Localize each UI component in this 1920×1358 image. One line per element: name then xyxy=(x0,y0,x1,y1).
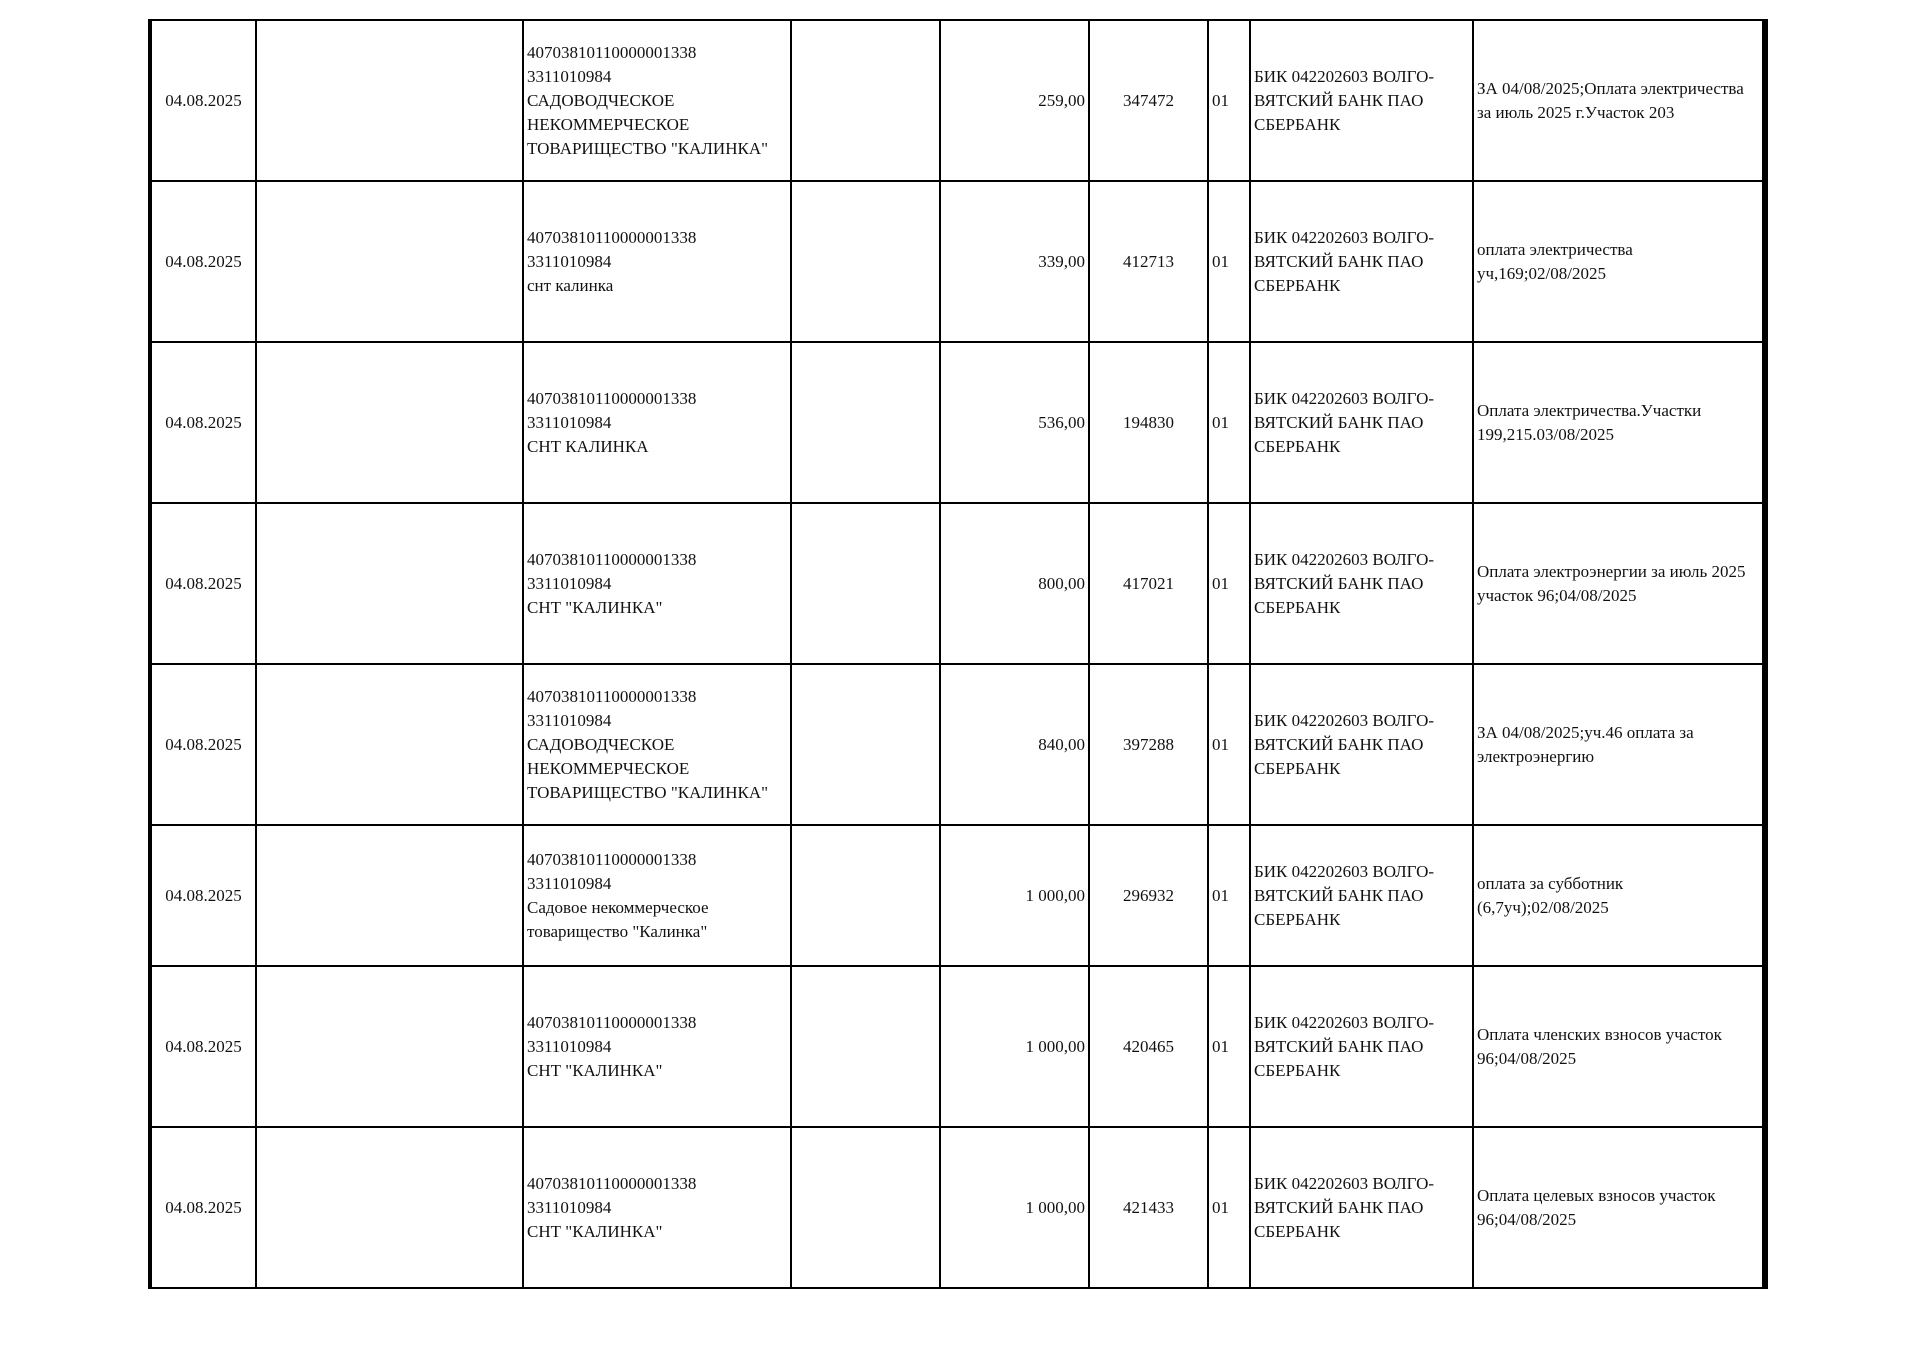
document-number-text: 412713 xyxy=(1123,251,1174,271)
counterparty-name-line: САДОВОДЧЕСКОЕ xyxy=(527,90,675,110)
payment-purpose-cell xyxy=(1473,503,1765,664)
amount-text: 536,00 xyxy=(1038,412,1085,432)
bank-text: БИК 042202603 ВОЛГО-ВЯТСКИЙ БАНК ПАО СБЕРБАНК xyxy=(1254,388,1435,456)
document-number-text: 397288 xyxy=(1123,734,1174,754)
inn-number: 3311010984 xyxy=(527,66,612,86)
amount-cell xyxy=(940,664,1089,825)
operation-code-cell xyxy=(1208,664,1250,825)
inn-number: 3311010984 xyxy=(527,1036,612,1056)
amount-text: 259,00 xyxy=(1038,90,1085,110)
document-number-cell xyxy=(1089,1127,1208,1288)
amount-cell xyxy=(940,342,1089,503)
date-text: 04.08.2025 xyxy=(165,734,242,754)
payment-purpose-cell xyxy=(1473,966,1765,1127)
bank-text: БИК 042202603 ВОЛГО-ВЯТСКИЙ БАНК ПАО СБЕРБАНК xyxy=(1254,66,1435,134)
inn-number: 3311010984 xyxy=(527,251,612,271)
document-number-cell xyxy=(1089,664,1208,825)
payment-purpose-text: Оплата электроэнергии за июль 2025 участок 96;04/08/2025 xyxy=(1477,561,1746,605)
payment-purpose-text: Оплата целевых взносов участок 96;04/08/2025 xyxy=(1477,1185,1716,1229)
amount-text: 840,00 xyxy=(1038,734,1085,754)
operation-code-text: 01 xyxy=(1212,885,1229,905)
blank-cell xyxy=(791,181,940,342)
operation-code-text: 01 xyxy=(1212,412,1229,432)
blank-cell xyxy=(791,503,940,664)
bank-cell xyxy=(1250,966,1473,1127)
counterparty-name-line: НЕКОММЕРЧЕСКОЕ xyxy=(527,758,690,778)
document-number-cell xyxy=(1089,20,1208,181)
amount-text: 1 000,00 xyxy=(1025,885,1085,905)
blank-cell xyxy=(256,1127,523,1288)
table-row xyxy=(150,1127,1765,1288)
date-text: 04.08.2025 xyxy=(165,1036,242,1056)
inn-number: 3311010984 xyxy=(527,1197,612,1217)
payment-purpose-text: ЗА 04/08/2025;Оплата электричества за июль 2025 г.Участок 203 xyxy=(1477,78,1744,122)
table-row xyxy=(150,966,1765,1127)
inn-number: 3311010984 xyxy=(527,873,612,893)
operation-code-cell xyxy=(1208,181,1250,342)
operation-code-text: 01 xyxy=(1212,90,1229,110)
counterparty-name-line: снт калинка xyxy=(527,275,614,295)
bank-text: БИК 042202603 ВОЛГО-ВЯТСКИЙ БАНК ПАО СБЕРБАНК xyxy=(1254,227,1435,295)
counterparty-name-line: НЕКОММЕРЧЕСКОЕ xyxy=(527,114,690,134)
blank-cell xyxy=(791,664,940,825)
table-row xyxy=(150,181,1765,342)
counterparty-name-line: СНТ "КАЛИНКА" xyxy=(527,1221,663,1241)
blank-cell xyxy=(256,825,523,966)
date-text: 04.08.2025 xyxy=(165,251,242,271)
counterparty-name-line: СНТ "КАЛИНКА" xyxy=(527,1060,663,1080)
payment-purpose-cell xyxy=(1473,181,1765,342)
payment-purpose-cell xyxy=(1473,825,1765,966)
counterparty-name-line: Садовое некоммерческое xyxy=(527,897,709,917)
operation-code-text: 01 xyxy=(1212,573,1229,593)
date-text: 04.08.2025 xyxy=(165,412,242,432)
date-cell xyxy=(150,20,256,181)
date-cell xyxy=(150,664,256,825)
date-cell xyxy=(150,825,256,966)
blank-cell xyxy=(256,664,523,825)
blank-cell xyxy=(791,966,940,1127)
payment-purpose-text: ЗА 04/08/2025;уч.46 оплата за электроэнергию xyxy=(1477,722,1694,766)
operation-code-text: 01 xyxy=(1212,1036,1229,1056)
amount-text: 339,00 xyxy=(1038,251,1085,271)
counterparty-name-line: САДОВОДЧЕСКОЕ xyxy=(527,734,675,754)
payment-purpose-cell xyxy=(1473,1127,1765,1288)
payment-purpose-text: оплата за субботник (6,7уч);02/08/2025 xyxy=(1477,873,1624,917)
account-number: 40703810110000001338 xyxy=(527,1173,697,1193)
amount-cell xyxy=(940,825,1089,966)
bank-text: БИК 042202603 ВОЛГО-ВЯТСКИЙ БАНК ПАО СБЕРБАНК xyxy=(1254,861,1435,929)
document-number-cell xyxy=(1089,503,1208,664)
date-text: 04.08.2025 xyxy=(165,90,242,110)
operation-code-cell xyxy=(1208,966,1250,1127)
bank-cell xyxy=(1250,503,1473,664)
account-number: 40703810110000001338 xyxy=(527,388,697,408)
amount-cell xyxy=(940,20,1089,181)
counterparty-cell xyxy=(523,181,791,342)
date-cell xyxy=(150,342,256,503)
date-cell xyxy=(150,181,256,342)
payment-purpose-text: оплата электричества уч,169;02/08/2025 xyxy=(1477,239,1633,283)
amount-text: 1 000,00 xyxy=(1025,1036,1085,1056)
document-number-cell xyxy=(1089,342,1208,503)
document-number-text: 296932 xyxy=(1123,885,1174,905)
counterparty-cell xyxy=(523,825,791,966)
payment-purpose-text: Оплата членских взносов участок 96;04/08/2025 xyxy=(1477,1024,1722,1068)
document-number-cell xyxy=(1089,181,1208,342)
inn-number: 3311010984 xyxy=(527,710,612,730)
payment-purpose-text: Оплата электричества.Участки 199,215.03/08/2025 xyxy=(1477,400,1702,444)
counterparty-cell xyxy=(523,966,791,1127)
bank-text: БИК 042202603 ВОЛГО-ВЯТСКИЙ БАНК ПАО СБЕРБАНК xyxy=(1254,549,1435,617)
table-body xyxy=(150,20,1765,1288)
date-text: 04.08.2025 xyxy=(165,573,242,593)
account-number: 40703810110000001338 xyxy=(527,1012,697,1032)
account-number: 40703810110000001338 xyxy=(527,849,697,869)
document-number-text: 421433 xyxy=(1123,1197,1174,1217)
payment-purpose-cell xyxy=(1473,664,1765,825)
counterparty-cell xyxy=(523,664,791,825)
counterparty-cell xyxy=(523,1127,791,1288)
bank-cell xyxy=(1250,342,1473,503)
operation-code-cell xyxy=(1208,342,1250,503)
account-number: 40703810110000001338 xyxy=(527,549,697,569)
operation-code-cell xyxy=(1208,503,1250,664)
amount-text: 800,00 xyxy=(1038,573,1085,593)
inn-number: 3311010984 xyxy=(527,412,612,432)
document-number-text: 347472 xyxy=(1123,90,1174,110)
operation-code-text: 01 xyxy=(1212,251,1229,271)
account-number: 40703810110000001338 xyxy=(527,227,697,247)
bank-cell xyxy=(1250,664,1473,825)
bank-text: БИК 042202603 ВОЛГО-ВЯТСКИЙ БАНК ПАО СБЕРБАНК xyxy=(1254,1173,1435,1241)
table-row xyxy=(150,503,1765,664)
operation-code-cell xyxy=(1208,825,1250,966)
operation-code-text: 01 xyxy=(1212,734,1229,754)
account-number: 40703810110000001338 xyxy=(527,686,697,706)
blank-cell xyxy=(791,1127,940,1288)
blank-cell xyxy=(256,966,523,1127)
document-number-cell xyxy=(1089,966,1208,1127)
payment-purpose-cell xyxy=(1473,342,1765,503)
counterparty-name-line: товарищество "Калинка" xyxy=(527,921,708,941)
counterparty-cell xyxy=(523,20,791,181)
table-row xyxy=(150,664,1765,825)
bank-cell xyxy=(1250,825,1473,966)
date-text: 04.08.2025 xyxy=(165,1197,242,1217)
amount-cell xyxy=(940,966,1089,1127)
bank-cell xyxy=(1250,1127,1473,1288)
bank-cell xyxy=(1250,20,1473,181)
bank-text: БИК 042202603 ВОЛГО-ВЯТСКИЙ БАНК ПАО СБЕРБАНК xyxy=(1254,1012,1435,1080)
table-row xyxy=(150,20,1765,181)
table-row xyxy=(150,825,1765,966)
counterparty-name-line: ТОВАРИЩЕСТВО "КАЛИНКА" xyxy=(527,138,769,158)
counterparty-name-line: СНТ "КАЛИНКА" xyxy=(527,597,663,617)
counterparty-name-line: ТОВАРИЩЕСТВО "КАЛИНКА" xyxy=(527,782,769,802)
date-cell xyxy=(150,966,256,1127)
counterparty-name-line: СНТ КАЛИНКА xyxy=(527,436,649,456)
blank-cell xyxy=(791,342,940,503)
date-text: 04.08.2025 xyxy=(165,885,242,905)
blank-cell xyxy=(791,20,940,181)
payment-purpose-cell xyxy=(1473,20,1765,181)
account-number: 40703810110000001338 xyxy=(527,42,697,62)
transactions-table xyxy=(148,19,1768,1289)
amount-cell xyxy=(940,181,1089,342)
blank-cell xyxy=(256,342,523,503)
date-cell xyxy=(150,503,256,664)
blank-cell xyxy=(791,825,940,966)
operation-code-text: 01 xyxy=(1212,1197,1229,1217)
document-number-text: 417021 xyxy=(1123,573,1174,593)
blank-cell xyxy=(256,181,523,342)
inn-number: 3311010984 xyxy=(527,573,612,593)
document-number-text: 194830 xyxy=(1123,412,1174,432)
counterparty-cell xyxy=(523,503,791,664)
operation-code-cell xyxy=(1208,1127,1250,1288)
blank-cell xyxy=(256,503,523,664)
table-row xyxy=(150,342,1765,503)
blank-cell xyxy=(256,20,523,181)
amount-cell xyxy=(940,1127,1089,1288)
amount-text: 1 000,00 xyxy=(1025,1197,1085,1217)
amount-cell xyxy=(940,503,1089,664)
date-cell xyxy=(150,1127,256,1288)
document-number-cell xyxy=(1089,825,1208,966)
bank-cell xyxy=(1250,181,1473,342)
document-number-text: 420465 xyxy=(1123,1036,1174,1056)
counterparty-cell xyxy=(523,342,791,503)
bank-text: БИК 042202603 ВОЛГО-ВЯТСКИЙ БАНК ПАО СБЕРБАНК xyxy=(1254,710,1435,778)
operation-code-cell xyxy=(1208,20,1250,181)
